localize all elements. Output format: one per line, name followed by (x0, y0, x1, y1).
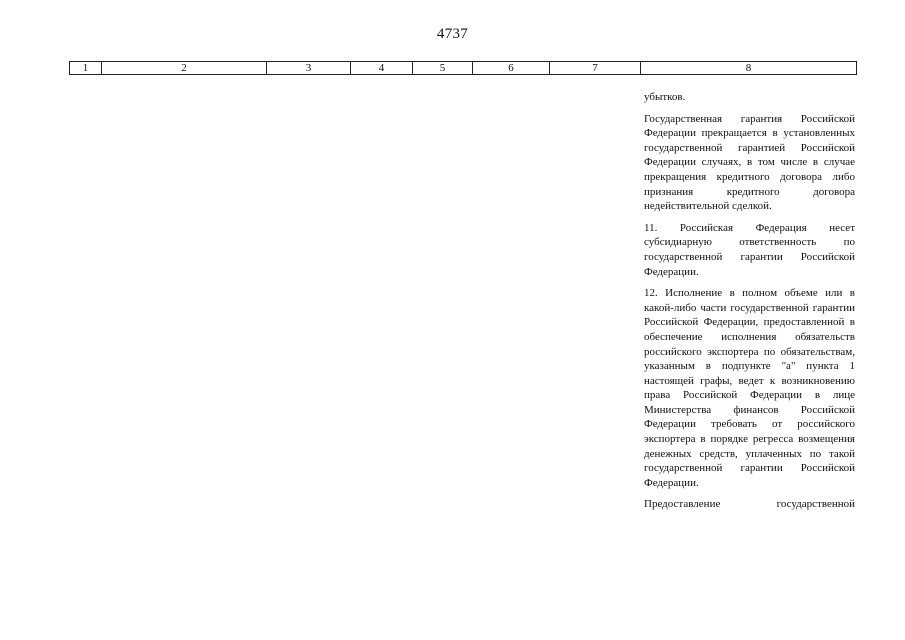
paragraph-provision-start: Предоставление государственной (644, 498, 855, 511)
header-row (70, 62, 857, 75)
paragraph-guarantee-termination: Государственная гарантия Российской Федерации прекращается в установленных государственной гарантией Российской Федерации случаях, в том числе в случае прекращения кредитного договора либо признания кредитного договора недействительной сделкой. (644, 112, 855, 213)
page-number: 4737 (436, 26, 469, 42)
column-header-table (69, 61, 857, 75)
paragraph-continuation: убытков. (644, 91, 686, 103)
column-header-1: 1 (70, 62, 102, 75)
column-header-2: 2 (102, 62, 267, 75)
column-header-6: 6 (473, 62, 550, 75)
paragraph-11-subsidiary-liability: 11. Российская Федерация несет субсидиарную ответственность по государственной гарантии Российской Федерации. (644, 221, 855, 278)
column-header-8: 8 (641, 62, 857, 75)
column-header-3: 3 (267, 62, 351, 75)
column-header-4: 4 (351, 62, 413, 75)
column-8-text (644, 90, 855, 519)
column-header-7: 7 (550, 62, 641, 75)
paragraph-12-regress-right: 12. Исполнение в полном объеме или в какой-либо части государственной гарантии Российской Федерации, предоставленной в обеспечение исполнения обязательств российского экспортера по обязательствам, указанным в подпункте "а" пункта 1 настоящей графы, ведет к возникновению права Российской Федерации в лице Министерства финансов Российской Федерации требовать от российского экспортера в порядке регресса возмещения денежных средств, уплаченных по такой государственной гарантии Российской Федерации. (644, 287, 855, 489)
column-header-5: 5 (413, 62, 473, 75)
